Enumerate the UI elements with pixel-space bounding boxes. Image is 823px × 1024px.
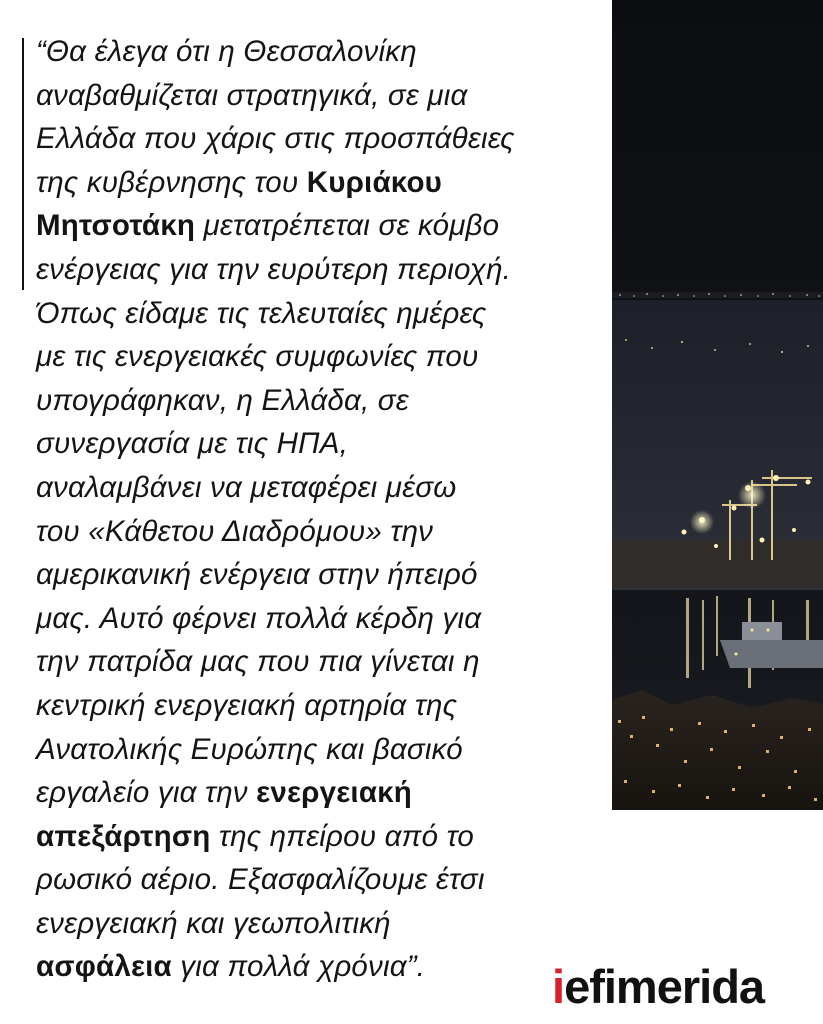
quote-line — [36, 248, 598, 292]
quote-segment: Όπως είδαμε τις τελευταίες ημέρες — [36, 296, 487, 330]
quote-line — [36, 728, 598, 772]
quote-bold-segment: απεξάρτηση — [36, 819, 211, 853]
logo-wordmark: efimerida — [564, 960, 765, 1013]
quote-bold-segment: Κυριάκου — [306, 165, 443, 199]
quote-line — [36, 379, 598, 423]
quote-segment: της ηπείρου από το — [210, 819, 474, 853]
night-port-cityscape-image — [612, 0, 823, 810]
quote-segment: Ανατολικής Ευρώπης και βασικό — [36, 732, 463, 766]
quote-line — [36, 597, 598, 641]
quote-segment: αναβαθμίζεται στρατηγικά, σε μια — [36, 78, 468, 112]
quote-bold-segment: Μητσοτάκη — [36, 209, 196, 243]
quote-line — [36, 335, 598, 379]
quote-segment: με τις ενεργειακές συμφωνίες που — [36, 340, 479, 374]
quote-segment: Ελλάδα που χάρις στις προσπάθειες — [36, 122, 515, 156]
quote-line — [36, 858, 598, 902]
quote-segment: της κυβέρνησης του — [36, 165, 307, 199]
quote-line — [36, 204, 598, 248]
quote-line — [36, 640, 598, 684]
quote-line — [36, 466, 598, 510]
quote-line — [36, 815, 598, 859]
quote-segment: ρωσικό αέριο. Εξασφαλίζουμε έτσι — [36, 863, 485, 897]
quote-line — [36, 945, 598, 989]
quote-line — [36, 292, 598, 336]
quote-line — [36, 684, 598, 728]
quote-segment: ενέργειας για την ευρύτερη περιοχή. — [36, 252, 512, 286]
quote-segment: αναλαμβάνει να μεταφέρει μέσω — [36, 470, 457, 504]
quote-segment: υπογράφηκαν, η Ελλάδα, σε — [36, 383, 409, 417]
quote-bar — [22, 38, 24, 290]
quote-line — [36, 161, 598, 205]
quote-line — [36, 771, 598, 815]
quote-line — [36, 553, 598, 597]
quote-segment: μετατρέπεται σε κόμβο — [195, 209, 500, 243]
quote-segment: την πατρίδα μας που πια γίνεται η — [36, 645, 480, 679]
logo-accent-letter: i — [552, 960, 565, 1013]
quote-segment: ενεργειακή και γεωπολιτική — [36, 906, 391, 940]
iefimerida-logo — [552, 959, 764, 1015]
quote-segment: συνεργασία με τις ΗΠΑ, — [36, 427, 348, 461]
quote-line — [36, 30, 598, 74]
quote-text — [36, 30, 598, 989]
quote-line — [36, 422, 598, 466]
quote-segment: του «Κάθετου Διαδρόμου» την — [36, 514, 434, 548]
quote-segment: για πολλά χρόνια”. — [171, 950, 426, 984]
quote-line — [36, 902, 598, 946]
quote-segment: μας. Αυτό φέρνει πολλά κέρδη για — [36, 601, 482, 635]
quote-segment: “Θα έλεγα ότι η Θεσσαλονίκη — [36, 35, 417, 68]
quote-bold-segment: ενεργειακή — [256, 776, 413, 810]
quote-line — [36, 117, 598, 161]
quote-line — [36, 74, 598, 118]
quote-segment: αμερικανική ενέργεια στην ήπειρό — [36, 558, 478, 592]
quote-segment: εργαλείο για την — [36, 776, 257, 810]
quote-bold-segment: ασφάλεια — [36, 950, 172, 984]
quote-line — [36, 510, 598, 554]
quote-segment: κεντρική ενεργειακή αρτηρία της — [36, 688, 458, 722]
